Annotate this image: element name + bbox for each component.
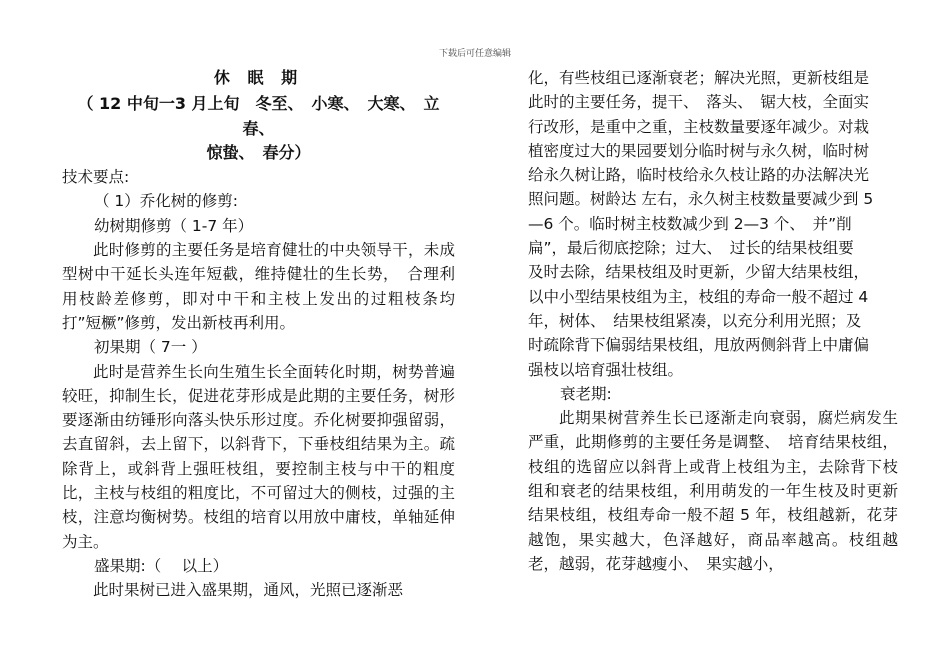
stage2-paragraph: 此时是营养生长向生殖生长全面转化时期，树势普遍较旺，抑制生长，促进花芽形成是此期的主要任务，树形要逐渐由纺锤形向落头快乐形过度。乔化树要抑强留弱，去直留斜，去上留下，以斜背下，下垂枝组结果为主。疏除背上，或斜背上强旺枝组，要控制主枝与中干的粗度比，主枝与枝组的粗度比，不可留过大的侧枝，过强的主枝，注意均衡树势。枝组的培育以用放中庸枝，单轴延伸为主。 xyxy=(62,362,455,551)
text-line: 强枝以培育强壮枝组。 xyxy=(528,360,684,379)
page-header-note: 下载后可任意编辑 xyxy=(438,49,511,59)
section-title: 休 眠 期 xyxy=(213,68,304,87)
text-line: 及时去除，结果枝组及时更新，少留大结果枝组， xyxy=(528,263,870,282)
text-line: —6 个。临时树主枝数减少到 2—3 个、 并”削 xyxy=(528,214,852,233)
section-subtitle-line2: 惊蛰、 春分） xyxy=(206,142,311,162)
tech-points-label: 技术要点: xyxy=(62,168,130,187)
text-line: 给永久树让路，临时枝给永久枝让路的办法解决光 xyxy=(528,166,870,185)
text-line: 年，树体、 结果枝组紧凑，以充分利用光照；及 xyxy=(528,311,862,330)
text-line: 扁”，最后彻底挖除；过大、 过长的结果枝组要 xyxy=(528,239,854,258)
section-subtitle-line1: （ 12 中旬一3 月上旬 冬至、 小寒、 大寒、 立春、 xyxy=(77,94,440,138)
text-line: 行改形，是重中之重，主枝数量要逐年减少。对栽 xyxy=(528,117,870,136)
text-line: 照问题。树龄达 左右，永久树主枝数量要减少到 5 xyxy=(528,190,874,209)
right-column xyxy=(528,66,898,576)
stage1-paragraph: 此时修剪的主要任务是培育健壮的中央领导干，未成型树中干延长头连年短截，维持健壮的生长势， 合理利用枝龄差修剪，即对中干和主枝上发出的过粗枝条均打”短橛”修剪，发出新枝再利用。 xyxy=(62,241,455,332)
stage4-paragraph: 此期果树营养生长已逐渐走向衰弱，腐烂病发生严重，此期修剪的主要任务是调整、 培育结果枝组，枝组的选留应以斜背上或背上枝组为主，去除背下枝组和衰老的结果枝组，利用萌发的一年生枝及时更新结果枝组，枝组寿命一般不超 5 年，枝组越新，花芽越饱，果实越大，色泽越好，商品率越高。枝组越老，越弱，花芽越瘦小、 果实越小， xyxy=(528,409,898,573)
stage3-paragraph: 此时果树已进入盛果期，通风，光照已逐渐恶 xyxy=(93,581,404,600)
text-line: 此时的主要任务，提干、 落头、 锯大枝，全面实 xyxy=(528,93,870,112)
text-line: 以中小型结果枝组为主，枝组的寿命一般不超过 4 xyxy=(528,287,869,306)
text-line: 植密度过大的果园要划分临时树与永久树，临时树 xyxy=(528,141,870,160)
stage3-heading: 盛果期:（ 以上） xyxy=(94,556,229,575)
stage4-heading: 衰老期: xyxy=(560,384,612,403)
section1-heading: （ 1）乔化树的修剪: xyxy=(94,192,239,211)
text-line: 时疏除背下偏弱结果枝组，甩放两侧斜背上中庸偏 xyxy=(528,336,870,355)
stage1-heading: 幼树期修剪（ 1-7 年） xyxy=(94,216,254,235)
text-line: 化，有些枝组已逐渐衰老；解决光照，更新枝组是 xyxy=(528,69,870,87)
stage2-heading: 初果期（ 7一 ） xyxy=(94,338,207,357)
left-column xyxy=(62,66,455,603)
